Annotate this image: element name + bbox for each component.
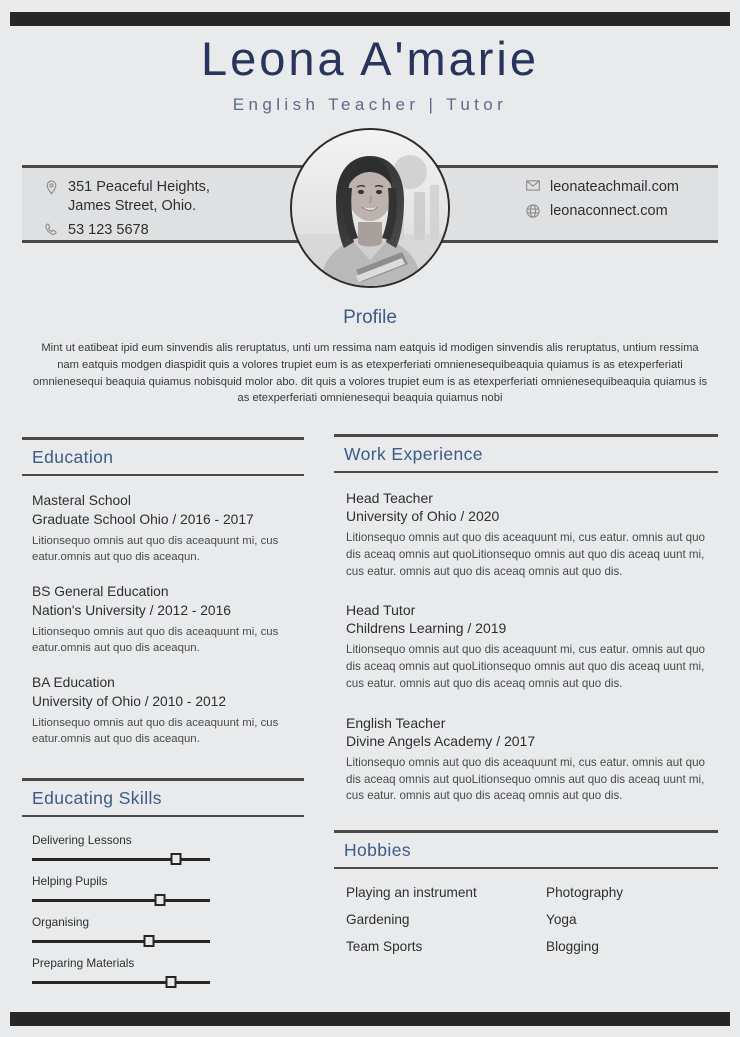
contact-phone xyxy=(40,221,210,240)
profile-section xyxy=(30,307,710,407)
contact-left-column xyxy=(40,178,210,245)
skill-label: Organising xyxy=(32,915,90,929)
education-description: Litionsequo omnis aut quo dis aceaquunt mi, cus eatur.omnis aut quo dis aceaqun. xyxy=(32,535,279,564)
slider-track xyxy=(32,940,210,943)
skills-list xyxy=(22,833,304,988)
avatar xyxy=(290,128,450,288)
work-description: Litionsequo omnis aut quo dis aceaquunt mi, cus eatur. omnis aut quo dis aceaq omnis aut quoLitionsequo omnis aut quo dis aceaq uunt mi, cus eatur. omnis aut quo dis aceaq omnis aut quo dis. xyxy=(346,643,705,690)
hobby-item: Gardening xyxy=(346,912,410,927)
education-entries xyxy=(22,492,304,747)
work-description: Litionsequo omnis aut quo dis aceaquunt mi, cus eatur. omnis aut quo dis aceaq omnis aut quoLitionsequo omnis aut quo dis aceaq uunt mi, cus eatur. omnis aut quo dis aceaq omnis aut quo dis. xyxy=(346,755,705,803)
education-school: University of Ohio / 2010 - 2012 xyxy=(32,693,227,709)
contact-right-column xyxy=(522,178,679,226)
education-description: Litionsequo omnis aut quo dis aceaquunt mi, cus eatur.omnis aut quo dis aceaqun. xyxy=(32,625,279,655)
education-entry xyxy=(22,492,304,566)
education-description: Litionsequo omnis aut quo dis aceaquunt mi, cus eatur.omnis aut quo dis aceaqun. xyxy=(32,716,279,746)
email-address[interactable]: leonateachmail.com xyxy=(550,179,679,195)
address-line-2: James Street, Ohio. xyxy=(68,198,197,214)
education-school: Nation's University / 2012 - 2016 xyxy=(32,602,231,618)
skills-heading xyxy=(22,778,304,817)
hobby-item: Playing an instrument xyxy=(346,885,477,900)
skills-title: Educating Skills xyxy=(32,788,162,808)
work-role: Head Tutor xyxy=(346,602,416,619)
skill-item xyxy=(22,956,304,988)
contact-address xyxy=(40,178,210,216)
work-entry xyxy=(334,489,718,580)
work-heading xyxy=(334,434,718,473)
location-pin-icon xyxy=(40,178,62,195)
education-degree: BA Education xyxy=(32,674,115,690)
skills-section xyxy=(22,778,304,997)
skill-label: Preparing Materials xyxy=(32,956,135,970)
work-employer: Divine Angels Academy / 2017 xyxy=(346,732,536,749)
slider-track xyxy=(32,858,210,861)
education-degree: Masteral School xyxy=(32,493,131,508)
contact-website xyxy=(522,202,679,221)
slider-handle[interactable] xyxy=(171,853,182,865)
skill-slider[interactable] xyxy=(32,935,210,947)
slider-handle[interactable] xyxy=(144,935,155,947)
profile-title: Profile xyxy=(343,307,397,328)
hobbies-section xyxy=(334,830,718,954)
education-title: Education xyxy=(32,447,114,467)
profile-text: Mint ut eatibeat ipid eum sinvendis alis reruptatus, unti um ressima nam eatquis id modigen sinvendis alis reruptatus, untium ressima nam eatquis modgen diaspidit quis a volores trupiet eum is as etexperferiati omnienesequibeaquia quiamus is as etexperferiati omnienesequi beaquia quiamus nobisquid molor abo. dit quis a volores trupiet eum is as etexperferiati omnienesequibeaquia quiamus is as etexperferiati omnienesequi beaquia quiamus nobi xyxy=(32,342,708,405)
skill-label: Delivering Lessons xyxy=(32,833,132,847)
hobbies-list xyxy=(334,885,718,954)
website-url[interactable]: leonaconnect.com xyxy=(550,203,668,219)
education-entry xyxy=(22,583,304,657)
bottom-decorative-bar xyxy=(10,1012,730,1026)
skill-slider[interactable] xyxy=(32,853,210,865)
candidate-name: Leona A'marie xyxy=(200,32,539,85)
slider-handle[interactable] xyxy=(155,894,166,906)
work-employer: Childrens Learning / 2019 xyxy=(346,620,507,637)
education-section xyxy=(22,437,304,764)
education-heading xyxy=(22,437,304,476)
globe-icon xyxy=(522,202,544,218)
skill-item xyxy=(22,833,304,865)
hobby-item: Photography xyxy=(546,885,624,900)
skill-item xyxy=(22,874,304,906)
candidate-title: English Teacher | Tutor xyxy=(232,95,508,115)
work-entry xyxy=(334,714,718,805)
envelope-icon xyxy=(522,178,544,191)
portrait-photo-illustration xyxy=(292,130,448,286)
work-description: Litionsequo omnis aut quo dis aceaquunt mi, cus eatur. omnis aut quo dis aceaq omnis aut quoLitionsequo omnis aut quo dis aceaq uunt mi, cus eatur. omnis aut quo dis aceaq omnis aut quo dis. xyxy=(346,531,705,578)
skill-item xyxy=(22,915,304,947)
slider-track xyxy=(32,981,210,984)
address-line-1: 351 Peaceful Heights, xyxy=(68,179,210,195)
skill-label: Helping Pupils xyxy=(32,874,108,888)
hobbies-heading xyxy=(334,830,718,869)
hobby-item: Yoga xyxy=(546,912,577,927)
work-role: English Teacher xyxy=(346,714,446,731)
education-degree: BS General Education xyxy=(32,583,169,599)
work-entries xyxy=(334,489,718,805)
slider-handle[interactable] xyxy=(165,976,176,988)
resume-header xyxy=(0,26,740,115)
top-decorative-bar xyxy=(10,12,730,26)
phone-number: 53 123 5678 xyxy=(68,222,149,238)
education-entry xyxy=(22,674,304,748)
work-entry xyxy=(334,601,718,692)
work-employer: University of Ohio / 2020 xyxy=(346,508,500,524)
skill-slider[interactable] xyxy=(32,976,210,988)
work-section xyxy=(334,434,718,826)
skill-slider[interactable] xyxy=(32,894,210,906)
contact-email xyxy=(522,178,679,197)
phone-icon xyxy=(40,221,62,237)
hobby-item: Team Sports xyxy=(346,939,423,954)
work-role: Head Teacher xyxy=(346,490,433,506)
hobby-item: Blogging xyxy=(546,939,599,954)
work-title: Work Experience xyxy=(344,444,483,464)
slider-track xyxy=(32,899,210,902)
education-school: Graduate School Ohio / 2016 - 2017 xyxy=(32,512,254,527)
hobbies-title: Hobbies xyxy=(344,840,412,860)
